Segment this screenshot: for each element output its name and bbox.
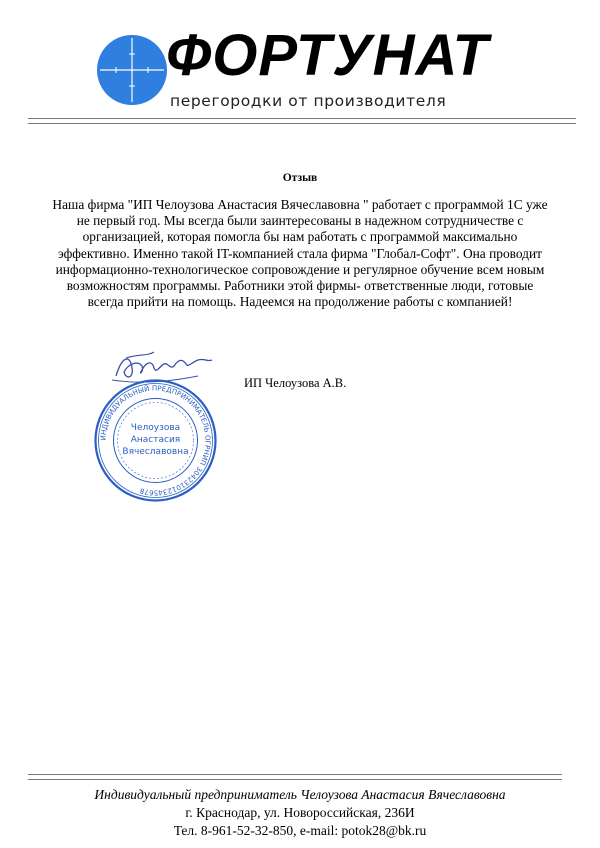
crosshair-circle-icon	[96, 34, 168, 106]
body-line: эффективно. Именно такой IT-компанией стала фирма "Глобал-Софт". Она проводит	[57, 245, 543, 261]
body-line: Наша фирма "ИП Челоузова Анастасия Вячеславовна " работает с программой 1С уже	[52, 197, 548, 212]
stamp-line: Анастасия	[130, 435, 181, 445]
letterhead	[0, 0, 600, 130]
company-tagline: перегородки от производителя	[170, 92, 447, 110]
footer-divider	[28, 774, 562, 780]
body-line: организацией, которая помогла бы нам работать с программой максимально	[82, 229, 518, 245]
header-divider	[28, 118, 576, 124]
document-body	[30, 197, 570, 310]
company-seal-stamp	[93, 378, 218, 503]
footer-address: г. Краснодар, ул. Новороссийская, 236И	[185, 805, 415, 820]
footer-phone-email: Тел. 8-961-52-32-850, e-mail: potok28@bk.ru	[173, 823, 427, 838]
body-line: информационно-технологическое сопровождение и регулярное обучение всем новым	[55, 261, 545, 277]
company-logo-name: ФОРТУНАТ	[166, 23, 489, 88]
stamp-ring-text: ИНДИВИДУАЛЬНЫЙ ПРЕДПРИНИМАТЕЛЬ ОГРНИП 304231012345678	[99, 384, 212, 497]
footer-owner: Индивидуальный предприниматель Челоузова Анастасия Вячеславовна	[94, 787, 506, 802]
body-line: всегда прийти на помощь. Надеемся на продолжение работы с компанией!	[87, 294, 513, 310]
footer-contacts	[0, 786, 600, 840]
stamp-line: Челоузова	[130, 423, 181, 433]
document-title: Отзыв	[282, 172, 318, 184]
body-line: не первый год. Мы всегда были заинтересованы в надежном сотрудничестве с	[76, 213, 524, 229]
stamp-line: Вячеславовна	[122, 447, 189, 457]
body-line: возможностям программы. Работники этой фирмы- ответственные люди, готовые	[66, 278, 534, 294]
signer-name: ИП Челоузова А.В.	[244, 376, 347, 390]
